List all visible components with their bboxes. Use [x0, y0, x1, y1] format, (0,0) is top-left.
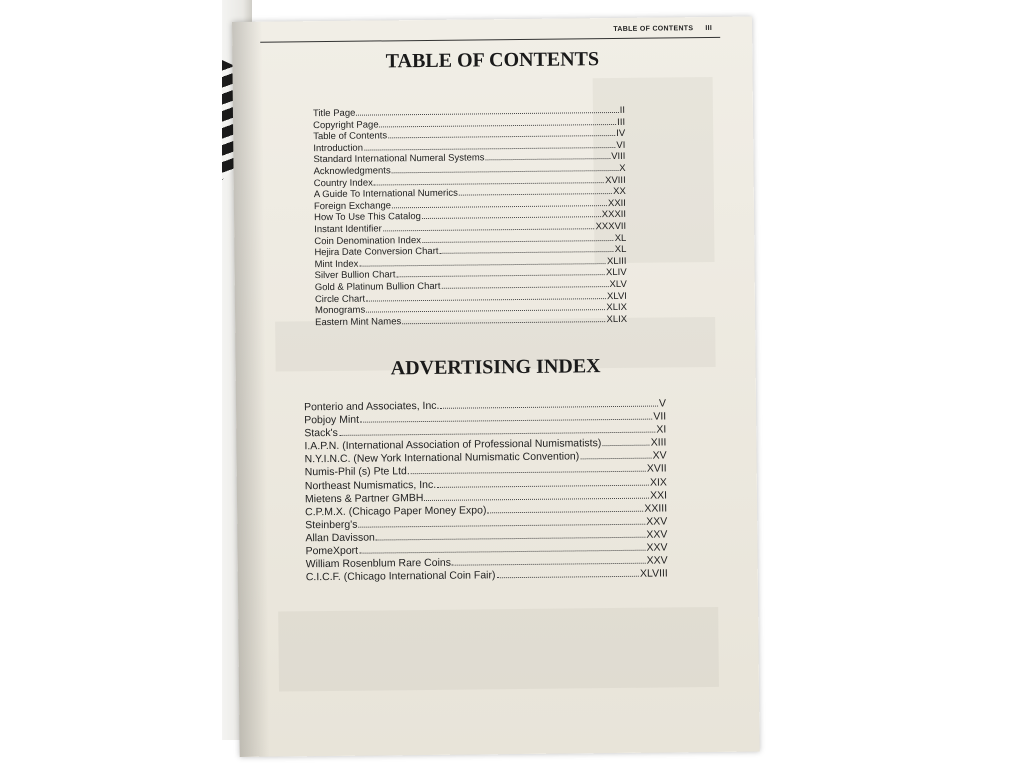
entry-page-number: XV: [652, 449, 667, 462]
entry-page-number: XL: [614, 232, 627, 244]
entry-page-number: II: [619, 104, 626, 116]
entry-page-number: VIII: [611, 151, 626, 163]
advertising-list: [304, 397, 668, 584]
toc-title: TABLE OF CONTENTS: [385, 48, 600, 73]
entry-page-number: XXV: [646, 541, 668, 554]
entry-page-number: XLIX: [606, 313, 628, 325]
entry-page-number: XVIII: [605, 174, 626, 186]
entry-label: Gold & Platinum Bullion Chart: [314, 280, 441, 294]
dot-leader: [424, 490, 649, 501]
dot-leader: [356, 105, 618, 115]
dot-leader: [388, 129, 615, 139]
entry-page-number: XLVIII: [639, 567, 668, 580]
advertising-entry: [306, 568, 668, 585]
entry-label: Title Page: [312, 107, 356, 120]
dot-leader: [376, 529, 646, 540]
entry-label: Mietens & Partner GMBH: [304, 491, 424, 505]
entry-page-number: III: [617, 116, 626, 128]
header-rule: [260, 37, 720, 43]
dot-leader: [366, 303, 605, 313]
dot-leader: [452, 555, 646, 565]
show-through-block: [278, 607, 719, 692]
dot-leader: [602, 438, 649, 447]
dot-leader: [496, 569, 639, 579]
dot-leader: [459, 187, 612, 196]
entry-page-number: X: [619, 162, 626, 174]
dot-leader: [359, 542, 646, 553]
entry-page-number: XLIII: [606, 255, 627, 267]
entry-label: Introduction: [313, 142, 364, 154]
dot-leader: [392, 198, 607, 208]
entry-page-number: VI: [616, 139, 626, 151]
dot-leader: [411, 464, 646, 475]
entry-page-number: V: [658, 397, 667, 410]
dot-leader: [402, 314, 605, 324]
entry-label: Table of Contents: [313, 130, 388, 143]
dot-leader: [380, 117, 617, 127]
entry-label: Foreign Exchange: [313, 200, 392, 212]
entry-label: Copyright Page: [313, 119, 379, 131]
dot-leader: [422, 210, 601, 220]
entry-label: Monograms: [314, 304, 366, 317]
running-head: [613, 25, 712, 33]
dot-leader: [439, 244, 613, 253]
dot-leader: [580, 451, 651, 460]
entry-page-number: XL: [614, 244, 627, 256]
entry-page-number: XLIV: [605, 267, 627, 279]
dot-leader: [422, 233, 614, 243]
dot-leader: [359, 256, 606, 266]
dot-leader: [487, 503, 643, 513]
entry-label: Eastern Mint Names: [315, 315, 402, 328]
entry-label: Mint Index: [314, 258, 359, 270]
dot-leader: [440, 398, 658, 409]
entry-page-number: XVII: [646, 462, 667, 476]
entry-page-number: XXII: [607, 197, 626, 209]
dot-leader: [396, 268, 605, 278]
entry-label: Allan Davisson: [305, 531, 375, 545]
book-page: [232, 17, 760, 757]
dot-leader: [485, 152, 610, 161]
advertising-title: ADVERTISING INDEX: [390, 355, 601, 380]
entry-label: Acknowledgments: [313, 165, 391, 178]
running-title: TABLE OF CONTENTS: [613, 25, 694, 34]
dot-leader: [374, 175, 604, 185]
entry-label: William Rosenblum Rare Coins: [305, 556, 452, 571]
entry-label: Standard International Numeral Systems: [313, 152, 485, 166]
entry-page-number: XXXVII: [595, 220, 627, 233]
entry-label: How To Use This Catalog: [313, 211, 421, 224]
entry-label: Pobjoy Mint: [304, 413, 360, 427]
entry-label: Ponterio and Associates, Inc.: [303, 399, 440, 414]
dot-leader: [366, 291, 606, 301]
entry-label: Country Index: [313, 177, 373, 189]
entry-page-number: XXIII: [644, 502, 668, 515]
entry-page-number: XXV: [646, 515, 668, 528]
entry-label: Stack's: [304, 427, 338, 440]
entry-label: Numis-Phil (s) Pte Ltd.: [304, 465, 410, 479]
entry-page-number: XLV: [609, 278, 627, 290]
entry-page-number: XLVI: [606, 290, 627, 302]
entry-page-number: VII: [653, 410, 667, 423]
dot-leader: [360, 411, 652, 422]
entry-page-number: XIII: [650, 436, 667, 449]
dot-leader: [339, 424, 656, 436]
entry-page-number: XXXII: [601, 209, 627, 221]
entry-page-number: XLIX: [606, 301, 628, 314]
dot-leader: [383, 222, 595, 232]
entry-label: C.I.C.F. (Chicago International Coin Fair): [305, 569, 496, 584]
dot-leader: [358, 516, 645, 527]
dot-leader: [437, 477, 649, 488]
dot-leader: [364, 140, 615, 150]
entry-label: A Guide To International Numerics: [313, 187, 458, 201]
entry-label: Coin Denomination Index: [314, 234, 422, 247]
entry-label: N.Y.I.N.C. (New York International Numismatic Convention): [304, 450, 580, 466]
toc-list: [313, 105, 627, 329]
entry-label: PomeXport: [305, 544, 359, 558]
entry-label: Steinberg's: [305, 518, 358, 532]
entry-page-number: XXI: [649, 489, 668, 502]
entry-page-number: IV: [616, 128, 626, 140]
entry-page-number: XXV: [646, 554, 668, 567]
entry-label: Silver Bullion Chart: [314, 269, 396, 282]
entry-label: Instant Identifier: [314, 223, 382, 236]
dot-leader: [441, 279, 608, 288]
entry-label: Circle Chart: [314, 293, 366, 305]
entry-page-number: XIX: [649, 476, 667, 489]
entry-label: C.P.M.X. (Chicago Paper Money Expo): [305, 504, 487, 519]
entry-page-number: XI: [656, 423, 667, 436]
entry-label: Hejira Date Conversion Chart: [314, 245, 439, 259]
dot-leader: [392, 163, 619, 173]
entry-page-number: XX: [613, 186, 626, 198]
entry-page-number: XXV: [646, 528, 668, 541]
entry-label: Northeast Numismatics, Inc.: [304, 478, 437, 492]
page-number: III: [705, 24, 713, 33]
entry-label: I.A.P.N. (International Association of Professional Numismatists): [304, 437, 602, 453]
